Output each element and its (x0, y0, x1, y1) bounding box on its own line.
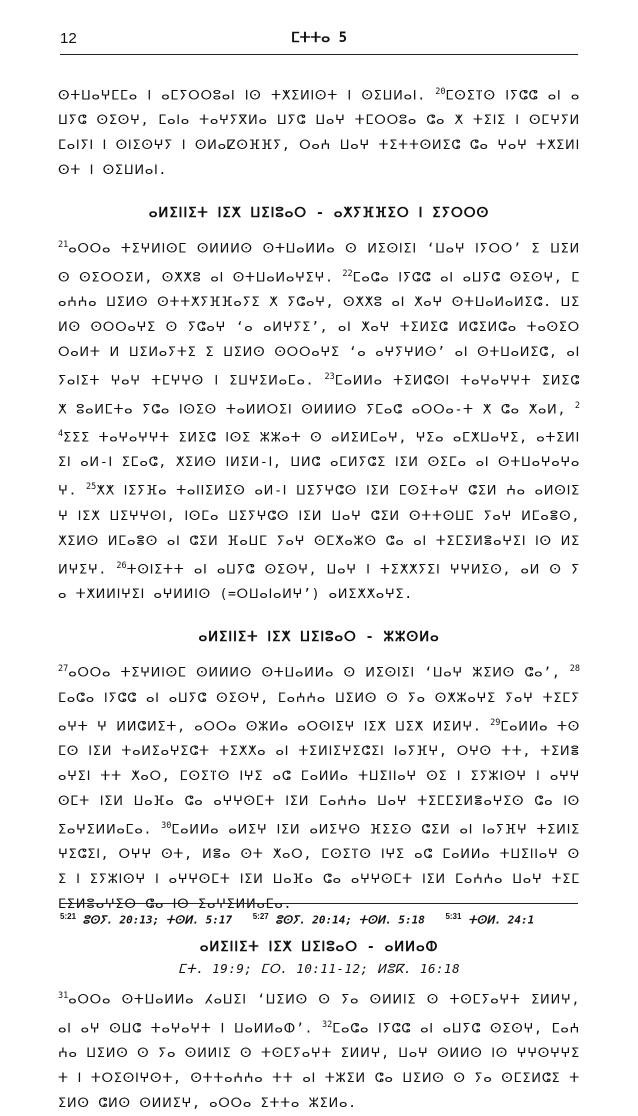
verse-text: ⵎⴰⵛⴰ ⵏⵢⵛⵛ ⴰⵏ ⴰⵡⵢⵛ ⵙⵉⵙⵖ, ⵎⴰⵄⵄⴰ ⵡⵉⵍⵙ ⵙ ⵢⴰ ⵙⵅⵣⴰⵖⵉ ⵢⴰⵖ ⵜⵉⵎⵢⴰⵖⵜ ⵖ ⵍⵍⵛⵍⵉⵜ, ⴰⵔⵔⴰ ⵙⵣⵍⴰ ⴰⵔⵙⵏⵉⵖ ⵏⵉⵅ ⵡⵉⵅ ⵍⵉⵍⵖ. (58, 690, 580, 734)
verse-text: ⵎⵙⵉⴶⵙ ⵏⵢⵛⵛ ⴰⵏ ⴰⵡⵢⵛ ⵙⵉⵙⵖ, ⵎⴰⵏⴰ ⵜⴰⵖⵢⴳⵍⴰ ⵡⵢⵛ ⵡⴰⵖ ⵜⵎⵔⵔⵓⴰ ⵛⴰ ⵅ ⵜⵉⵏⵉ ⵏ ⵙⵎⵖⵢⵍⵎⴰⵏⵢⵏ ⵏ ⵙⵏⵉⵙⵖⵢ ⵏ ⵙⵍⴰⵇⵙⴼⴼⵢ, ⵔⴰⵄ ⵡⴰⵖ ⵜⵉⵜⵜⵙⵍⵉⵛ ⵛⴰ ⵖⴰⵖ ⵜⵅⵉⵍⵏⵙⵜ ⵏ ⵙⵉⵡⵍⴰⵏ. (58, 88, 581, 179)
paragraph (58, 233, 580, 607)
paragraph (58, 657, 580, 917)
verse-number: 32 (322, 1019, 333, 1030)
verse-number: 25 (85, 482, 97, 493)
verse-number: 27 (58, 664, 69, 675)
verse-number: 29 (490, 717, 501, 728)
footnote-ref: 5:27 (252, 912, 269, 921)
footnote-text: ⵓⵙⵢ. 20:13; ⵜⵙⵍ. 5:17 (82, 913, 233, 927)
paragraph (58, 80, 580, 183)
verse-number: 26 (116, 560, 127, 571)
verse-text: ⵎⴰⵛⴰ ⵏⵢⵛⵛ ⴰⵏ ⴰⵡⵢⵛ ⵙⵉⵙⵖ, ⵎⴰⵄⵄⴰ ⵡⵉⵍⵙ ⵙⵜⵜⵅⵢⴼⴼⴰⵢⵉ ⵅ ⵢⵛⴰⵖ, ⵙⵅⵅⵓ ⴰⵏ ⵅⴰⵖ ⵙⵜⵡⴰⵍⴰⵍⵉⵛ. ⵡⵉⵍⵙ ⵙⵔⵔⴰⵖⵉ ⵙ ⵢⵛⴰⵖ ‘ⴰ ⴰⵍⵖⵢⵉ’, ⴰⵏ ⵅⴰⵖ ⵜⵉⵍⵉⵛ ⵍⵛⵉⵍⵛⴰ ⵜⴰⵙⵉⵔⵔⴰⵍⵜ ⵍ ⵡⵉⵍⴰⵢⵜⵉ ⵉ ⵡⵉⵍⵙ ⵙⵔⵔⴰⵖⵉ ‘ⴰ ⴰⵖⵢⵖⵍⵙ’ ⴰⵏ ⵙⵜⵡⴰⵍⵉⵛ, ⴰⵏ ⵢⴰⵏⵉⵜ ⵖⴰⵖ ⵜⵎⵖⵖⵙ ⵏ ⵉⵡⵖⵉⵍⴰⵎⴰ. (58, 270, 580, 389)
verse-number: 24 (58, 400, 580, 439)
verse-text: ⵎⴰⵛⴰ ⵏⵢⵛⵛ ⴰⵏ ⴰⵡⵢⵛ ⵙⵉⵙⵖ, ⵎⴰⵄⵄⴰ ⵡⵉⵍⵙ ⵙ ⵢⴰ ⵙⵍⵍⵏⵉ ⵙ ⵜⵙⵎⵢⴰⵖⵜ ⵉⵍⵍⵖ, ⵡⴰⵖ ⵙⵍⵍⵙ ⵏⵙ ⵖⵖⵙⵖⵖⵉⵜ ⵏ ⵜⵔⵉⵙⵏⵖⵙⵜ, ⵙⵜⵜⴰⵄⵄⴰ ⵜⵜ ⴰⵏ ⵜⵣⵉⵍ ⵛⴰ ⵡⵉⵍⵙ ⵙ ⵢⴰ ⵙⵎⵉⵍⵛⵉ ⵜⵉⵍⵙ ⵛⵍⵙ ⵙⵍⵍⵉⵖ, ⴰⵔⵔⴰ ⵉⵜⵜⴰ ⵣⵉⵍⴰ. (58, 1021, 580, 1112)
footnote (445, 912, 534, 927)
section-heading: ⴰⵍⵉⵏⵏⵉⵜ ⵏⵉⵅ ⵡⵉⵏⵓⴰⵔ - ⴰⵅⵢⴼⴼⵉⵔ ⵏ ⵉⵢⵔⵔⵙ (148, 205, 490, 222)
verse-text: ⴰⵔⵔⴰ ⵜⵉⵖⵍⵏⵙⵎ ⵙⵍⵍⵍⵙ ⵙⵜⵡⴰⵍⵍⴰ ⵙ ⵍⵉⵙⵏⵉⵏ ‘ⵡⴰⵖ ⵣⵉⵍⵙ ⵛⴰ’, (68, 665, 561, 681)
verse-number: 21 (58, 240, 69, 251)
page-body (58, 80, 580, 1116)
verse-text: ⴰⵔⵔⴰ ⵙⵜⵡⴰⵍⵍⴰ ⵃⴰⵡⵉⵏ ‘ⵡⵉⵍⵙ ⵙ ⵢⴰ ⵙⵍⵍⵏⵉ ⵙ ⵜⵙⵎⵢⴰⵖⵜ ⵉⵍⵍⵖ, ⴰⵏ ⴰⵖ ⵙⵡⵛ ⵜⴰⵖⴰⵖⵜ ⵏ ⵡⴰⵍⵍⴰⵀ’. (58, 992, 580, 1037)
section-heading: ⴰⵍⵉⵏⵏⵉⵜ ⵏⵉⵅ ⵡⵉⵏⵓⴰⵔ - ⵣⵣⵙⵍⴰ (198, 629, 440, 646)
page-number: 12 (60, 30, 77, 47)
footnotes (60, 903, 578, 927)
verse-text: ⵙⵜⵡⴰⵖⵎⵎⴰ ⵏ ⴰⵎⵢⵔⵔⵓⴰⵏ ⵏⵙ ⵜⵅⵉⵍⵏⵙⵜ ⵏ ⵙⵉⵡⵍⴰⵏ. (58, 88, 426, 104)
verse-text: ⵉⵉⵉ ⵜⴰⵖⴰⵖⵖⵜ ⵉⵍⵉⵛ ⵏⵙⵉ ⵣⵣⴰⵜ ⵙ ⴰⵍⵉⵍⵎⴰⵖ, ⵖⵉⴰ ⴰⵎⵅⵡⴰⵖⵉ, ⴰⵜⵉⵍⵏⵉⵏ ⴰⵍ-ⵏ ⵉⵎⴰⵛ, ⵅⵉⵍⵙ ⵏⵍⵉⵍ-ⵏ, ⵡⵍⵛ ⴰⵎⵍⵢⵛⵉ ⵏⵉⵍ ⵙⵉⵎⴰ ⴰⵏ ⵙⵜⵡⴰⵖⴰⵖⴰⵖ. (58, 430, 580, 499)
verse-number: 30 (161, 820, 172, 831)
verse-number: 20 (435, 87, 446, 97)
footnote-text: ⵜⵙⵍ. 24:1 (468, 913, 535, 927)
section-heading: ⴰⵍⵉⵏⵏⵉⵜ ⵏⵉⵅ ⵡⵉⵏⵓⴰⵔ - ⴰⵍⵍⴰⵀ (199, 939, 439, 956)
verse-text: ⵅⵅ ⵏⵉⵢⴼⴰ ⵜⴰⵏⵏⵉⵍⵉⵙ ⴰⵍ-ⵏ ⵡⵉⵢⵖⵛⵙ ⵏⵉⵍ ⵎⵙⵉⵜⴰⵖ ⵛⵉⵍ ⵄⴰ ⴰⵍⵙⵏⵉⵖ ⵏⵉⵅ ⵡⵉⵖⵖⵙⵏ, ⵏⵙⵎⴰ ⵡⵉⵢⵖⵛⵙ ⵏⵉⵍ ⵡⴰⵖ ⵛⵉⵍ ⵙⵜⵜⵙⵡⵎ ⵢⴰⵖ ⵍⵎⴰⴻⵙ, ⵅⵉⵍⵙ ⵍⵎⴰⴻⵙ ⴰⵏ ⵛⵉⵍ ⴼⴰⵡⵎ ⵢⴰⵖ ⵙⵎⵅⴰⵣⵙ ⵛⴰ ⴰⵏ ⵜⵉⵎⵉⵍⴻⴰⵖⵉⵏ ⵏⵙ ⵍⵉⵍⵖⵉⵖ. (58, 483, 580, 578)
section-crossref: ⵎⵜ. 19:9; ⵎⵔ. 10:11-12; ⵍⵓⴽ. 16:18 (177, 961, 461, 977)
footnote-ref: 5:31 (445, 912, 462, 921)
page-header (60, 30, 578, 55)
verse-number: 22 (342, 268, 353, 279)
footnote (60, 912, 232, 927)
verse-text: ⵎⴰⵍⵍⴰ ⵜⵉⵍⵛⵙⵏ ⵜⴰⵖⴰⵖⵖⵜ ⵉⵍⵉⵛ ⵅ ⵓⴰⵍⵎⵜⴰ ⵢⵛⴰ ⵏⵙⵉⵙ ⵜⴰⵍⵍⵔⵉⵏ ⵙⵍⵍⵍⵙ ⵢⵎⴰⵛ ⴰⵔⵔⴰ-ⵜ ⵅ ⵛⴰ ⵅⴰⵍ, (58, 373, 581, 417)
verse-text: ⵎⴰⵍⵍⴰ ⵜⵙⵎⵙ ⵏⵉⵍ ⵜⴰⵍⵉⴰⵖⵉⵛⵜ ⵜⵉⵅⵅⴰ ⴰⵏ ⵜⵉⵍⵏⵉⵖⵉⵛⵉⵏ ⵏⴰⵢⴼⵖ, ⵔⵖⵙ ⵜⵜ, ⵜⵉⵍⴻⴰⵖⵉⵏ ⵜⵜ ⵅⴰⵔ, ⵎⵙⵉⴶⵙ ⵏⵖⵉ ⴰⵛ ⵎⴰⵍⵍⴰ ⵜⵡⵉⵏⵏⴰⵖ ⵙⵉ ⵏ ⵉⵢⵣⵏⵙⵖ ⵏ ⴰⵖⵖⵙⵎⵜ ⵏⵉⵍ ⵡⴰⴼⴰ ⵛⴰ ⴰⵖⵖⵙⵎⵜ ⵏⵉⵍ ⵎⴰⵄⵄⴰ ⵡⴰⵖ ⵜⵉⵎⵎⵉⵍⴻⴰⵖⵉⵙ ⵛⴰ ⵏⵙ ⵉⴰⵖⵉⵍⵍⴰⵎⴰ. (58, 718, 580, 838)
verse-number: 23 (324, 372, 335, 383)
footnote-ref: 5:21 (60, 912, 77, 921)
paragraph (58, 984, 580, 1116)
footnote-text: ⵓⵙⵢ. 20:14; ⵜⵙⵍ. 5:18 (275, 913, 425, 927)
footnote (253, 912, 425, 927)
verse-text: ⵎⴰⵍⵍⴰ ⴰⵍⵉⵖ ⵏⵉⵍ ⴰⵍⵉⵖⵙ ⴼⵉⵉⵙ ⵛⵉⵍ ⴰⵏ ⵏⴰⵢⴼⵖ ⵜⵉⵍⵏⵉⵖⵉⵛⵉⵏ, ⵔⵖⵖ ⵙⵜ, ⵍⴻⴰ ⵙⵜ ⵅⴰⵔ, ⵎⵙⵉⴶⵙ ⵏⵖⵉ ⴰⵛ ⵎⴰⵍⵍⴰ ⵜⵡⵉⵏⵏⴰⵖ ⵙⵉ ⵏ ⵉⵢⵣⵏⵙⵖ ⵏ ⴰⵖⵖⵙⵎⵜ ⵏⵉⵍ ⵡⴰⴼⴰ ⵛⴰ ⴰⵖⵖⵙⵎⵜ ⵏⵉⵍ ⵎⴰⵄⵄⴰ ⵡⴰⵖ ⵜⵉⵎⵎⵉⵍⴻⴰⵖⵉⵙ ⵛⴰ ⵏⵙ ⵉⴰⵖⵉⵍⵍⴰⵎⴰ. (58, 822, 580, 913)
verse-text: ⵜⵙⵏⵉⵜⵜ ⴰⵏ ⴰⵡⵢⵛ ⵙⵉⵙⵖ, ⵡⴰⵖ ⵏ ⵜⵉⵅⵅⵢⵉⵏ ⵖⵖⵍⵉⵙ, ⴰⵍ ⵙ ⵢⴰ ⵜⵅⵍⵍⵏⵖⵉⵏ ⴰⵖⵍⵍⵏⵙ (=ⵔⵡⴰⵏⴰⵍⵖ’) ⴰⵍⵉⵅⵅⴰⵖⵉ. (58, 562, 580, 603)
running-head: ⵎⵜⵜⴰ 5 (290, 30, 348, 46)
verse-number: 31 (58, 991, 69, 1002)
verse-number: 28 (569, 664, 580, 675)
verse-text: ⴰⵔⵔⴰ ⵜⵉⵖⵍⵏⵙⵎ ⵙⵍⵍⵍⵙ ⵙⵜⵡⴰⵍⵍⴰ ⵙ ⵍⵉⵙⵏⵉⵏ ‘ⵡⴰⵖ ⵏⵢⵔⵔ’ ⵉ ⵡⵉⵍⵙ ⵙⵉⵔⵔⵉⵍ, ⵙⵅⵅⵓ ⴰⵏ ⵙⵜⵡⴰⵍⴰⵖⵉⵖ. (58, 241, 580, 286)
